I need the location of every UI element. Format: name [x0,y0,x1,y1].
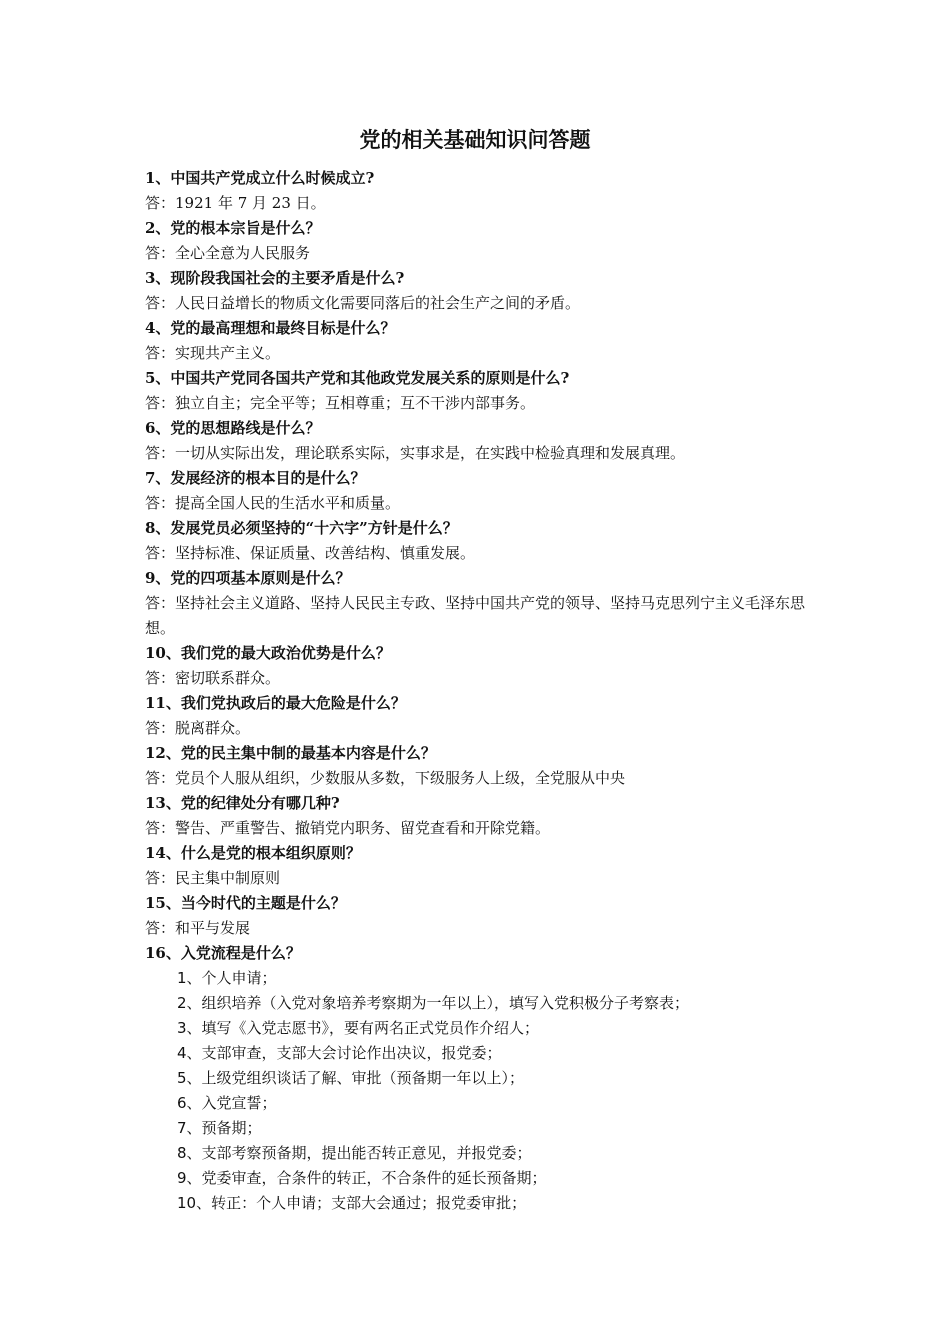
step-item: 8、支部考察预备期，提出能否转正意见，并报党委； [177,1144,532,1162]
step-item: 6、入党宣誓； [177,1094,277,1112]
answer-15: 答：和平与发展 [145,919,251,937]
question-14: 14、什么是党的根本组织原则？ [145,844,361,862]
step-item: 2、组织培养（入党对象培养考察期为一年以上），填写入党积极分子考察表； [177,994,690,1012]
question-9: 9、党的四项基本原则是什么？ [145,569,351,587]
step-item: 10、转正：个人申请；支部大会通过；报党委审批； [177,1194,527,1212]
question-4: 4、党的最高理想和最终目标是什么？ [145,319,396,337]
answer-7: 答：提高全国人民的生活水平和质量。 [145,494,401,512]
question-6: 6、党的思想路线是什么？ [145,419,321,437]
question-1: 1、中国共产党成立什么时候成立? [145,169,375,187]
question-8: 8、发展党员必须坚持的“十六字”方针是什么？ [145,519,458,537]
answer-12: 答：党员个人服从组织，少数服从多数，下级服务人上级，全党服从中央 [145,769,626,787]
step-item: 7、预备期； [177,1119,262,1137]
answer-6: 答：一切从实际出发，理论联系实际，实事求是，在实践中检验真理和发展真理。 [145,444,686,462]
step-item: 9、党委审查，合条件的转正，不合条件的延长预备期； [177,1169,547,1187]
answer-11: 答：脱离群众。 [145,719,251,737]
question-16: 16、入党流程是什么？ [145,944,301,962]
answer-13: 答：警告、严重警告、撤销党内职务、留党查看和开除党籍。 [145,819,551,837]
answer-9: 答：坚持社会主义道路、坚持人民民主专政、坚持中国共产党的领导、坚持马克思列宁主义毛泽东思想。 [145,594,806,637]
question-5: 5、中国共产党同各国共产党和其他政党发展关系的原则是什么? [145,369,570,387]
join-party-steps [145,966,825,1216]
step-item: 5、上级党组织谈话了解、审批（预备期一年以上）； [177,1069,525,1087]
question-11: 11、我们党执政后的最大危险是什么？ [145,694,406,712]
question-10: 10、我们党的最大政治优势是什么？ [145,644,391,662]
question-15: 15、当今时代的主题是什么？ [145,894,346,912]
question-2: 2、党的根本宗旨是什么？ [145,219,321,237]
question-12: 12、党的民主集中制的最基本内容是什么？ [145,744,436,762]
step-item: 3、填写《入党志愿书》，要有两名正式党员作介绍人； [177,1019,540,1037]
question-7: 7、发展经济的根本目的是什么？ [145,469,366,487]
question-13: 13、党的纪律处分有哪几种? [145,794,340,812]
step-item: 1、个人申请； [177,969,277,987]
answer-1: 答：1921 年 7 月 23 日。 [145,194,326,212]
document-title: 党的相关基础知识问答题 [359,127,591,152]
step-item: 4、支部审查，支部大会讨论作出决议，报党委； [177,1044,502,1062]
answer-10: 答：密切联系群众。 [145,669,281,687]
qa-list [145,166,825,1216]
answer-5: 答：独立自主；完全平等；互相尊重；互不干涉内部事务。 [145,394,536,412]
answer-4: 答：实现共产主义。 [145,344,281,362]
question-3: 3、现阶段我国社会的主要矛盾是什么? [145,269,405,287]
answer-8: 答：坚持标准、保证质量、改善结构、慎重发展。 [145,544,476,562]
answer-2: 答：全心全意为人民服务 [145,244,311,262]
answer-14: 答：民主集中制原则 [145,869,281,887]
answer-3: 答：人民日益增长的物质文化需要同落后的社会生产之间的矛盾。 [145,294,581,312]
